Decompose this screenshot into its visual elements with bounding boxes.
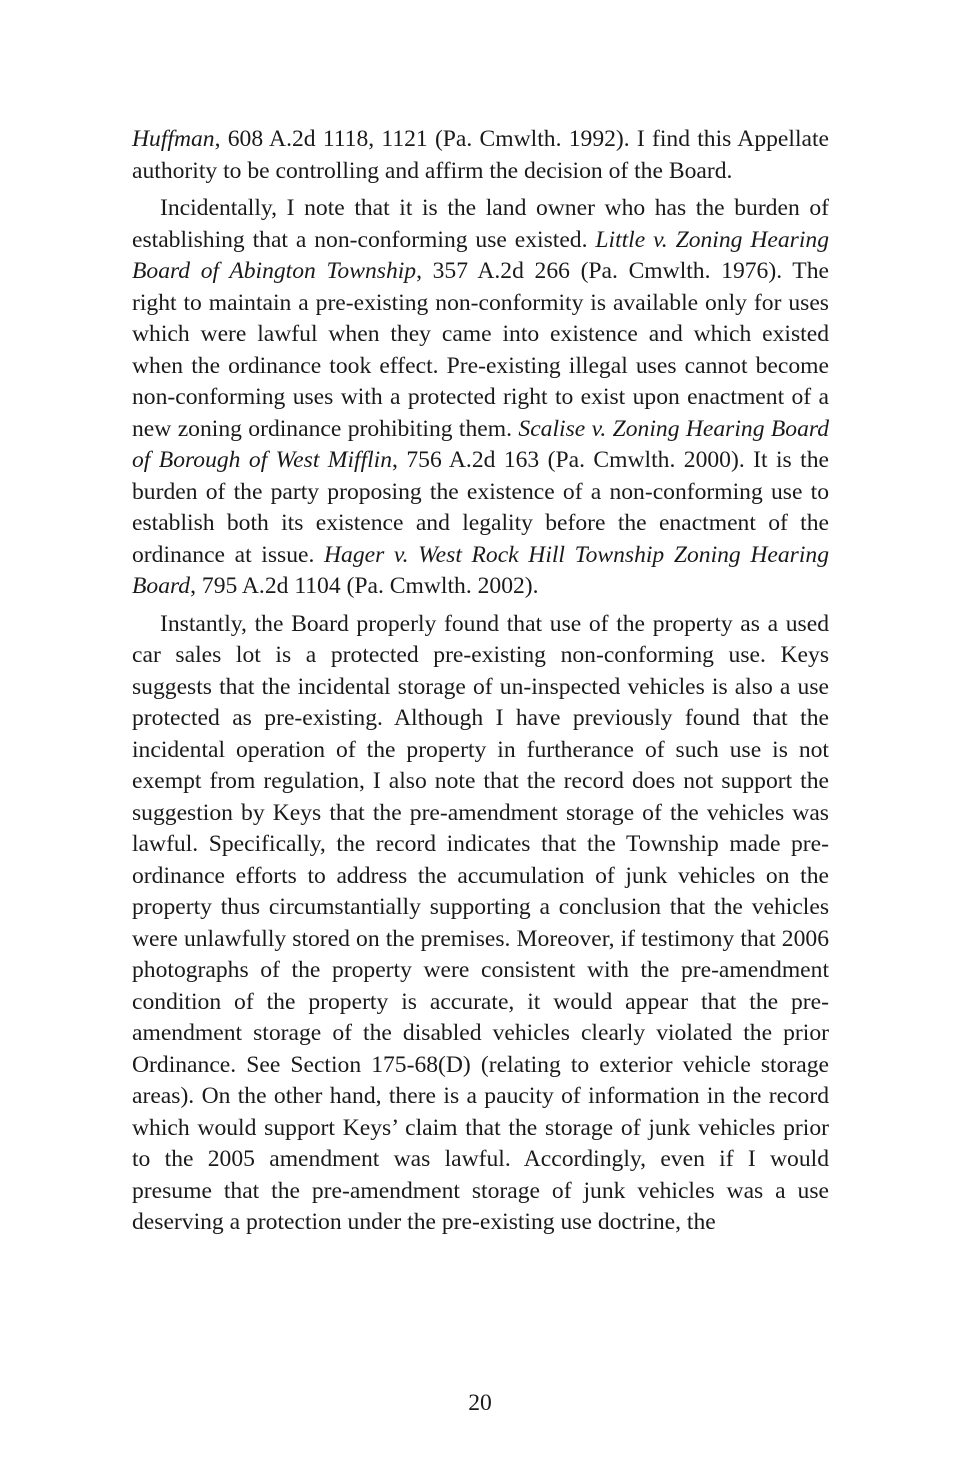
document-page [132, 124, 829, 1245]
paragraph [132, 609, 829, 1239]
case-citation: Hager v. West Rock Hill Township Zoning Hearing Board [132, 541, 829, 599]
paragraph [132, 193, 829, 603]
text-run: Instantly, the Board properly found that use of the property as a used car sales lot is a protected pre-existing non-conforming use. Keys suggests that the incidental storage of un-inspected vehicles is also a use protected as pre-existing. Although I have previously found that the incidental operation of the property in furtherance of such use is not exempt from regulation, I also note that the record does not support the suggestion by Keys that the pre-amendment storage of the vehicles was lawful. Specifically, the record indicates that the Township made pre-ordinance efforts to address the accumulation of junk vehicles on the property thus circumstantially supporting a conclusion that the vehicles were unlawfully stored on the premises. Moreover, if testimony that 2006 photographs of the property were consistent with the pre-amendment condition of the property is accurate, it would appear that the pre-amendment storage of the disabled vehicles clearly violated the prior Ordinance. See Section 175-68(D) (relating to exterior vehicle storage areas). On the other hand, there is a paucity of information in the record which would support Keys’ claim that the storage of junk vehicles prior to the 2005 amendment was lawful. Accordingly, even if I would presume that the pre-amendment storage of junk vehicles was a use deserving a protection under the pre-existing use doctrine, the [132, 610, 829, 1235]
text-run: , 795 A.2d 1104 (Pa. Cmwlth. 2002). [190, 573, 539, 599]
text-run: Incidentally, I note that it is the land owner who has the burden of establishing that a non-conforming use existed. [132, 195, 829, 253]
case-citation: Little v. Zoning Hearing Board of Abington Township [132, 226, 829, 284]
text-run: , 756 A.2d 163 (Pa. Cmwlth. 2000). It is the burden of the party proposing the existence of a non-conforming use to establish both its existence and legality before the enactment of the ordinance at issue. [132, 447, 829, 568]
text-run: , 357 A.2d 266 (Pa. Cmwlth. 1976). The right to maintain a pre-existing non-conformity is available only for uses which were lawful when they came into existence and which existed when the ordinance took effect. Pre-existing illegal uses cannot become non-conforming uses with a protected right to exist upon enactment of a new zoning ordinance prohibiting them. [132, 258, 829, 442]
page-number: 20 [468, 1390, 492, 1416]
case-citation: Huffman [132, 126, 215, 152]
case-citation: Scalise v. Zoning Hearing Board of Borough of West Mifflin [132, 415, 830, 473]
text-run: , 608 A.2d 1118, 1121 (Pa. Cmwlth. 1992). I find this Appellate authority to be controlling and affirm the decision of the Board. [132, 126, 829, 184]
paragraph [132, 124, 829, 187]
